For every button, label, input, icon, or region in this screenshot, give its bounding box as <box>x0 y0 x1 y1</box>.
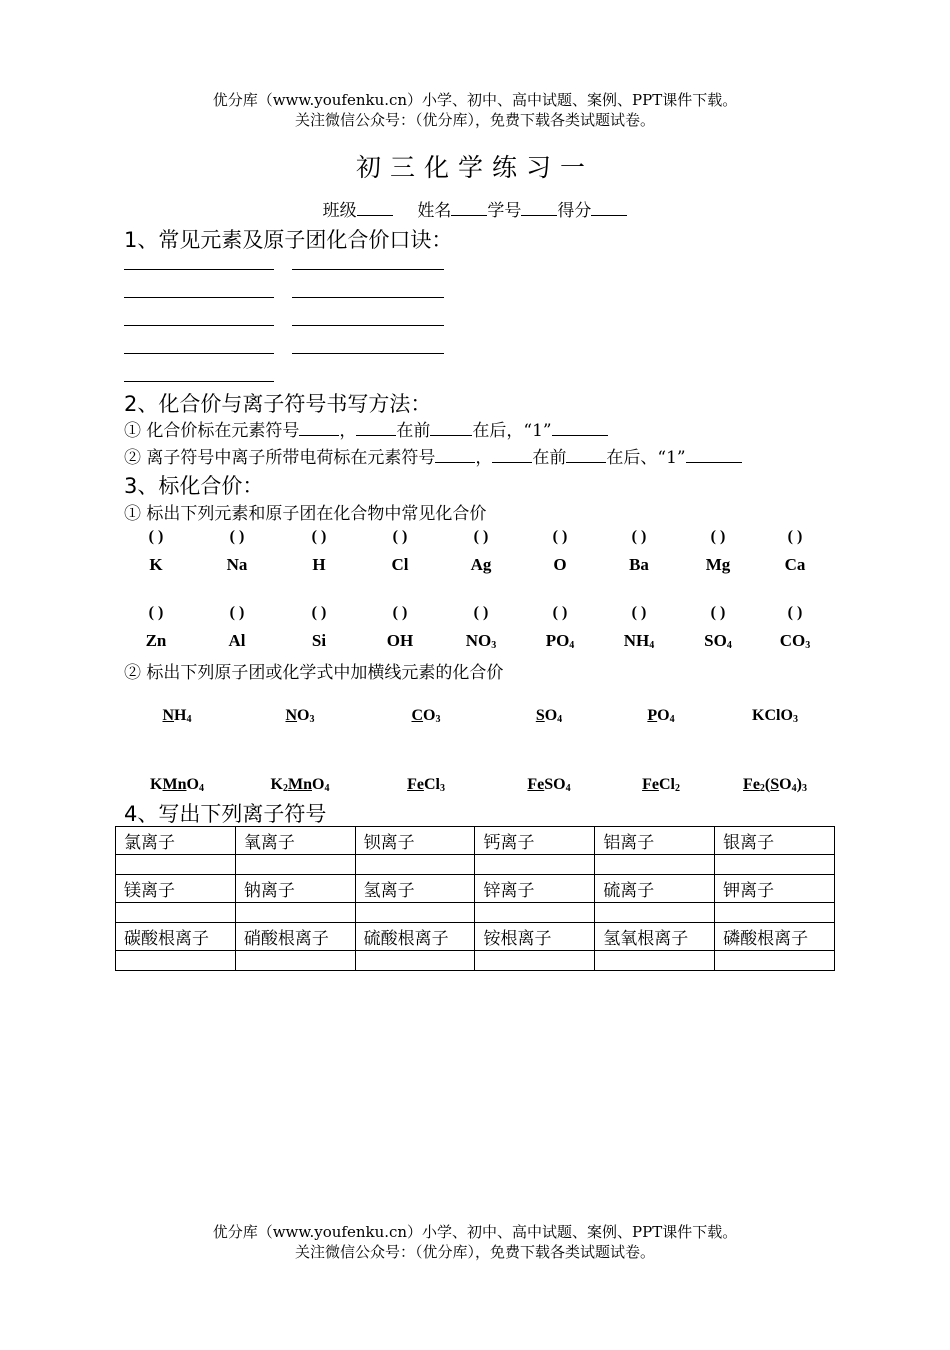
ion-symbol-table <box>115 826 835 971</box>
ion-name-cell: 氯离子 <box>116 827 236 855</box>
fill-blank[interactable] <box>435 446 475 463</box>
ion-name-cell: 钠离子 <box>235 875 355 903</box>
rule-text: 在后、“1” <box>606 448 686 468</box>
ion-name-cell: 锌离子 <box>475 875 595 903</box>
footer-line-2: 关注微信公众号：（优分库），免费下载各类试题试卷。 <box>294 1243 655 1261</box>
group-symbol: $CO_3$ <box>779 631 811 651</box>
element-symbol: H <box>312 555 326 574</box>
valence-blank[interactable]: ( ) <box>552 604 568 621</box>
element-symbol: O <box>553 555 567 574</box>
element-symbol: K <box>149 555 163 574</box>
name-blank[interactable] <box>451 199 487 216</box>
group-symbol: Al <box>228 631 246 650</box>
ion-name-cell: 钙离子 <box>475 827 595 855</box>
table-row <box>116 875 835 903</box>
group-symbol: $NO_3$ <box>465 631 497 651</box>
valence-blank[interactable]: ( ) <box>392 528 408 545</box>
valence-blank[interactable]: ( ) <box>311 604 327 621</box>
answer-cell[interactable] <box>116 855 236 875</box>
fill-blank[interactable] <box>356 419 396 436</box>
formula: $NO_3$ <box>285 707 315 725</box>
section2-heading: 2、化合价与离子符号书写方法： <box>124 392 432 416</box>
ion-name-cell: 氢离子 <box>355 875 475 903</box>
ion-name-cell: 硫离子 <box>595 875 715 903</box>
answer-row <box>116 903 835 923</box>
group-symbol: $NH_4$ <box>623 631 655 651</box>
answer-line[interactable] <box>124 325 274 326</box>
answer-line[interactable] <box>124 297 274 298</box>
rule-text: ， <box>475 448 493 468</box>
table-row <box>116 923 835 951</box>
valence-blank[interactable]: ( ) <box>710 528 726 545</box>
answer-cell[interactable] <box>355 951 475 971</box>
answer-cell[interactable] <box>235 903 355 923</box>
valence-blank[interactable]: ( ) <box>229 528 245 545</box>
valence-blank[interactable]: ( ) <box>787 528 803 545</box>
ion-name-cell: 钾离子 <box>715 875 835 903</box>
group-symbol: $PO_4$ <box>545 631 575 651</box>
answer-row <box>116 951 835 971</box>
group-symbol: OH <box>386 631 414 650</box>
class-label: 班级 <box>322 201 357 221</box>
fill-blank[interactable] <box>430 419 472 436</box>
ion-name-cell: 磷酸根离子 <box>715 923 835 951</box>
answer-row <box>116 855 835 875</box>
score-label: 得分 <box>557 201 592 221</box>
ion-name-cell: 硝酸根离子 <box>235 923 355 951</box>
ion-name-cell: 碳酸根离子 <box>116 923 236 951</box>
ion-rule <box>124 443 742 468</box>
answer-line[interactable] <box>292 297 444 298</box>
formula: FeCl$_3$ <box>407 776 445 794</box>
score-blank[interactable] <box>591 199 627 216</box>
ion-name-cell: 硫酸根离子 <box>355 923 475 951</box>
valence-blank[interactable]: ( ) <box>631 528 647 545</box>
valence-rule <box>124 416 608 441</box>
answer-line[interactable] <box>292 353 444 354</box>
formula: KClO$_3$ <box>752 707 798 725</box>
ion-name-cell: 银离子 <box>715 827 835 855</box>
answer-line[interactable] <box>124 353 274 354</box>
element-symbol: Ca <box>784 555 806 574</box>
rule-text: ， <box>339 421 357 441</box>
number-label: 学号 <box>487 201 522 221</box>
formula: KMnO$_4$ <box>150 776 204 794</box>
answer-cell[interactable] <box>475 951 595 971</box>
valence-blank[interactable]: ( ) <box>148 528 164 545</box>
valence-blank[interactable]: ( ) <box>148 604 164 621</box>
footer-line-1: 优分库（www.youfenku.cn）小学、初中、高中试题、案例、PPT课件下载。 <box>212 1223 738 1241</box>
formula: $SO_4$ <box>535 707 563 725</box>
element-symbol: Mg <box>705 555 731 574</box>
formula: $NH_4$ <box>162 707 192 725</box>
valence-blank[interactable]: ( ) <box>710 604 726 621</box>
section1-heading: 1、常见元素及原子团化合价口诀： <box>124 228 453 252</box>
formula: FeSO$_4$ <box>527 776 571 794</box>
valence-blank[interactable]: ( ) <box>229 604 245 621</box>
rule-text: 在前 <box>532 448 567 468</box>
answer-cell[interactable] <box>235 951 355 971</box>
table-row <box>116 827 835 855</box>
answer-cell[interactable] <box>475 903 595 923</box>
section3-sub2: ② 标出下列原子团或化学式中加横线元素的化合价 <box>124 663 504 683</box>
answer-cell[interactable] <box>715 855 835 875</box>
class-blank[interactable] <box>357 199 393 216</box>
group-symbol: $SO_4$ <box>704 631 732 651</box>
ion-name-cell: 钡离子 <box>355 827 475 855</box>
answer-cell[interactable] <box>235 855 355 875</box>
answer-cell[interactable] <box>355 903 475 923</box>
answer-cell[interactable] <box>595 855 715 875</box>
element-symbol: Ag <box>470 555 492 574</box>
section3-sub1: ① 标出下列元素和原子团在化合物中常见化合价 <box>124 504 487 524</box>
fill-blank[interactable] <box>492 446 532 463</box>
group-symbol: Si <box>311 631 327 650</box>
answer-line[interactable] <box>124 381 274 382</box>
ion-name-cell: 氢氧根离子 <box>595 923 715 951</box>
answer-cell[interactable] <box>355 855 475 875</box>
element-symbol: Cl <box>391 555 409 574</box>
formula: FeCl$_2$ <box>642 776 680 794</box>
valence-blank[interactable]: ( ) <box>552 528 568 545</box>
answer-cell[interactable] <box>715 951 835 971</box>
name-label: 姓名 <box>417 201 452 221</box>
answer-line[interactable] <box>292 325 444 326</box>
answer-cell[interactable] <box>595 951 715 971</box>
page-title: 初三化学练习一 <box>355 153 594 182</box>
group-symbol: Zn <box>145 631 167 650</box>
section4-heading: 4、写出下列离子符号 <box>124 802 327 826</box>
rule-text: ② 离子符号中离子所带电荷标在元素符号 <box>124 448 436 468</box>
formula: $PO_4$ <box>647 707 675 725</box>
element-symbol: Ba <box>629 555 649 574</box>
formula: $K_2MnO_4$ <box>270 776 330 794</box>
answer-cell[interactable] <box>116 951 236 971</box>
ion-name-cell: 氧离子 <box>235 827 355 855</box>
fill-blank[interactable] <box>566 446 606 463</box>
formula: $Fe_2(SO_4)_3$ <box>743 776 807 794</box>
answer-cell[interactable] <box>116 903 236 923</box>
ion-name-cell: 铵根离子 <box>475 923 595 951</box>
valence-blank[interactable]: ( ) <box>473 604 489 621</box>
fill-blank[interactable] <box>299 419 339 436</box>
header-line-2: 关注微信公众号：（优分库），免费下载各类试题试卷。 <box>294 111 655 129</box>
valence-blank[interactable]: ( ) <box>787 604 803 621</box>
formula: $CO_3$ <box>411 707 441 725</box>
number-blank[interactable] <box>521 199 557 216</box>
answer-cell[interactable] <box>475 855 595 875</box>
header-line-1: 优分库（www.youfenku.cn）小学、初中、高中试题、案例、PPT课件下载。 <box>212 91 738 109</box>
rule-text: 在后，“1” <box>472 421 552 441</box>
valence-blank[interactable]: ( ) <box>473 528 489 545</box>
rule-text: ① 化合价标在元素符号 <box>124 421 300 441</box>
section3-heading: 3、标化合价： <box>124 474 264 498</box>
rule-text: 在前 <box>396 421 431 441</box>
valence-blank[interactable]: ( ) <box>311 528 327 545</box>
valence-blank[interactable]: ( ) <box>392 604 408 621</box>
student-info <box>0 196 950 221</box>
answer-cell[interactable] <box>595 903 715 923</box>
ion-name-cell: 铝离子 <box>595 827 715 855</box>
answer-cell[interactable] <box>715 903 835 923</box>
fill-blank[interactable] <box>552 419 608 436</box>
element-symbol: Na <box>226 555 248 574</box>
fill-blank[interactable] <box>686 446 742 463</box>
answer-line[interactable] <box>124 269 274 270</box>
answer-line[interactable] <box>292 269 444 270</box>
ion-name-cell: 镁离子 <box>116 875 236 903</box>
valence-blank[interactable]: ( ) <box>631 604 647 621</box>
